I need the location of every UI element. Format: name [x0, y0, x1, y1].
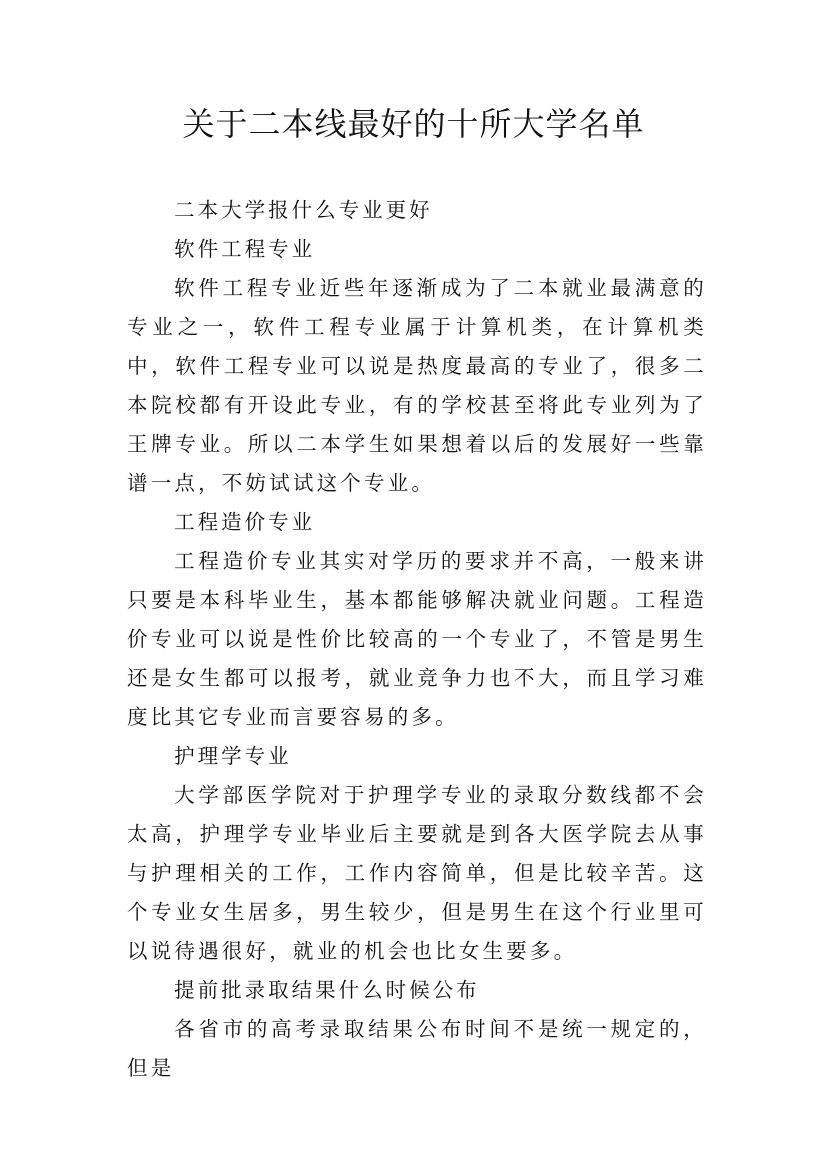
- section-heading: 二本大学报什么专业更好: [174, 198, 433, 222]
- document-body: [127, 191, 707, 1088]
- body-paragraph: 各省市的高考录取结果公布时间不是统一规定的，但是: [127, 1017, 707, 1080]
- section-heading: 软件工程专业: [174, 237, 316, 261]
- body-paragraph: 软件工程专业近些年逐渐成为了二本就业最满意的专业之一，软件工程专业属于计算机类，在计算机类中，软件工程专业可以说是热度最高的专业了，很多二本院校都有开设此专业，有的学校甚至将此专业列为了王牌专业。所以二本学生如果想着以后的发展好一些靠谱一点，不妨试试这个专业。: [127, 276, 707, 495]
- document-title: 关于二本线最好的十所大学名单: [182, 105, 645, 143]
- section-heading: 护理学专业: [174, 744, 292, 768]
- section-heading: 提前批录取结果什么时候公布: [174, 978, 480, 1002]
- section-heading: 工程造价专业: [174, 510, 316, 534]
- body-paragraph: 大学部医学院对于护理学专业的录取分数线都不会太高，护理学专业毕业后主要就是到各大医学院去从事与护理相关的工作，工作内容简单，但是比较辛苦。这个专业女生居多，男生较少，但是男生在这个行业里可以说待遇很好，就业的机会也比女生要多。: [127, 783, 707, 963]
- body-paragraph: 工程造价专业其实对学历的要求并不高，一般来讲只要是本科毕业生，基本都能够解决就业问题。工程造价专业可以说是性价比较高的一个专业了，不管是男生还是女生都可以报考，就业竞争力也不大，而且学习难度比其它专业而言要容易的多。: [127, 549, 707, 729]
